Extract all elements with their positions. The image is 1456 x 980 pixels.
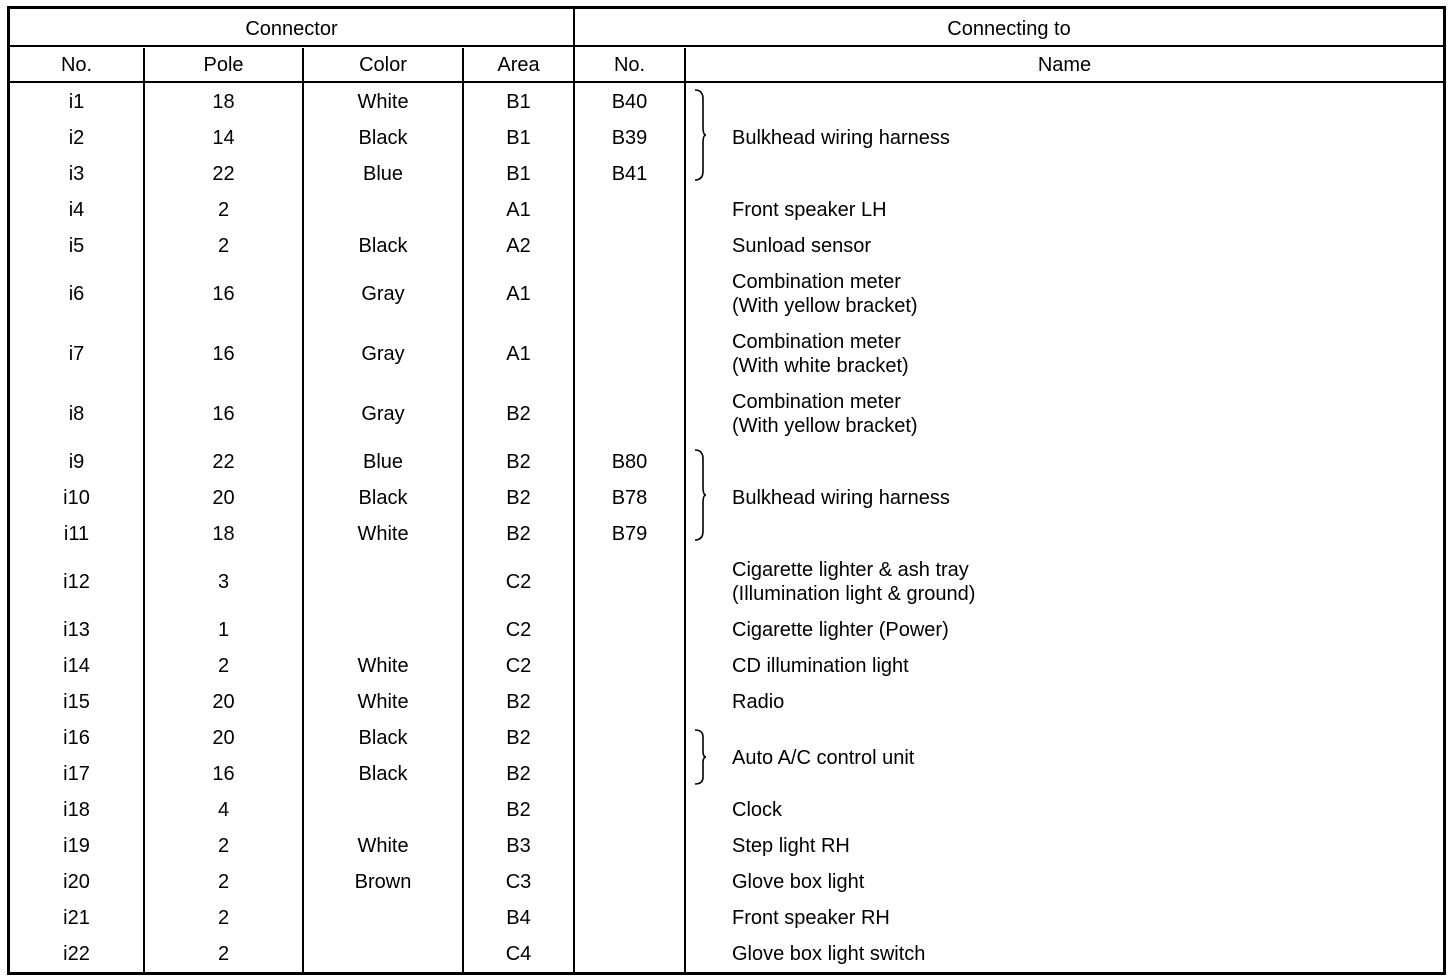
cell-to-no: B39 <box>611 127 648 149</box>
cell-color: Gray <box>361 343 405 365</box>
cell-no: i14 <box>63 655 90 677</box>
cell-name <box>732 384 918 444</box>
cell-no: i12 <box>63 571 90 593</box>
cell-no: i10 <box>63 487 90 509</box>
name-line-1: Combination meter <box>732 331 901 353</box>
cell-pole: 2 <box>217 655 230 677</box>
cell-pole: 14 <box>212 127 235 149</box>
cell-to-no <box>575 552 684 612</box>
cell-to-no <box>575 900 684 936</box>
group-name-auto-ac: Auto A/C control unit <box>732 747 915 769</box>
cell-to-no <box>575 720 684 756</box>
header-connector: Connector <box>245 18 338 40</box>
cell-pole: 20 <box>212 487 235 509</box>
cell-area: B2 <box>506 763 531 785</box>
cell-name: Step light RH <box>732 835 850 857</box>
cell-name: Cigarette lighter (Power) <box>732 619 949 641</box>
cell-area: B1 <box>506 163 531 185</box>
cell-to-no: B78 <box>611 487 648 509</box>
cell-no: i2 <box>68 127 85 149</box>
cell-color <box>304 612 462 648</box>
cell-name: Front speaker RH <box>732 907 890 929</box>
cell-color <box>304 936 462 972</box>
cell-no: i3 <box>68 163 85 185</box>
cell-color <box>304 900 462 936</box>
cell-no: i1 <box>68 91 85 113</box>
cell-area: B1 <box>506 127 531 149</box>
cell-name: Glove box light switch <box>732 943 926 965</box>
cell-color <box>304 552 462 612</box>
cell-pole: 22 <box>212 451 235 473</box>
cell-to-no <box>575 684 684 720</box>
cell-to-no <box>575 828 684 864</box>
cell-area: B2 <box>506 727 531 749</box>
cell-color: Black <box>358 763 408 785</box>
cell-no: i16 <box>63 727 90 749</box>
cell-pole: 3 <box>217 571 230 593</box>
cell-color: White <box>357 835 409 857</box>
cell-no: i15 <box>63 691 90 713</box>
cell-area: B4 <box>506 907 531 929</box>
cell-to-no <box>575 612 684 648</box>
cell-to-no <box>575 792 684 828</box>
cell-area: B2 <box>506 487 531 509</box>
col-header-color: Color <box>359 54 407 76</box>
cell-area: C3 <box>505 871 532 893</box>
cell-to-no: B80 <box>611 451 648 473</box>
cell-color: White <box>357 523 409 545</box>
col-header-to-no: No. <box>613 54 646 76</box>
cell-pole: 18 <box>212 523 235 545</box>
cell-area: C4 <box>505 943 532 965</box>
cell-area: C2 <box>505 571 532 593</box>
name-line-2: (With white bracket) <box>732 355 909 377</box>
cell-to-no <box>575 384 684 444</box>
cell-to-no <box>575 192 684 228</box>
cell-pole: 2 <box>217 871 230 893</box>
cell-no: i22 <box>63 943 90 965</box>
cell-color: White <box>357 655 409 677</box>
cell-area: B1 <box>506 91 531 113</box>
cell-name: Bulkhead wiring harness <box>732 127 950 149</box>
cell-pole: 20 <box>212 691 235 713</box>
cell-color: Black <box>358 487 408 509</box>
cell-area: B2 <box>506 691 531 713</box>
name-line-1: Combination meter <box>732 391 901 413</box>
cell-name: Radio <box>732 691 785 713</box>
cell-no: i5 <box>68 235 85 257</box>
cell-pole: 16 <box>212 343 235 365</box>
cell-to-no <box>575 756 684 792</box>
cell-color: Brown <box>354 871 412 893</box>
cell-no: i7 <box>68 343 85 365</box>
cell-name: Bulkhead wiring harness <box>732 487 950 509</box>
cell-no: i13 <box>63 619 90 641</box>
cell-no: i4 <box>68 199 85 221</box>
cell-pole: 2 <box>217 943 230 965</box>
cell-to-no <box>575 324 684 384</box>
cell-pole: 16 <box>212 283 235 305</box>
cell-pole: 4 <box>217 799 230 821</box>
col-header-area: Area <box>497 54 540 76</box>
cell-to-no: B41 <box>611 163 648 185</box>
cell-no: i6 <box>68 283 85 305</box>
cell-no: i11 <box>63 523 90 545</box>
cell-area: C2 <box>505 655 532 677</box>
cell-area: B2 <box>506 523 531 545</box>
cell-pole: 16 <box>212 403 235 425</box>
cell-pole: 2 <box>217 235 230 257</box>
col-header-pole: Pole <box>203 54 244 76</box>
col-header-no: No. <box>60 54 93 76</box>
cell-color: Black <box>358 235 408 257</box>
group-brace-2 <box>694 449 706 541</box>
cell-color: Gray <box>361 403 405 425</box>
connector-table <box>7 6 1446 975</box>
cell-name: CD illumination light <box>732 655 909 677</box>
cell-area: A1 <box>506 199 531 221</box>
cell-pole: 1 <box>217 619 230 641</box>
cell-color: Black <box>358 727 408 749</box>
header-rule-2 <box>10 81 1443 83</box>
cell-name <box>732 324 909 384</box>
cell-to-no <box>575 648 684 684</box>
cell-area: A1 <box>506 283 531 305</box>
cell-area: B3 <box>506 835 531 857</box>
cell-pole: 18 <box>212 91 235 113</box>
cell-pole: 2 <box>217 835 230 857</box>
cell-area: B2 <box>506 799 531 821</box>
cell-area: B2 <box>506 451 531 473</box>
cell-area: B2 <box>506 403 531 425</box>
cell-color: Blue <box>362 163 404 185</box>
cell-name <box>732 552 975 612</box>
cell-to-no <box>575 864 684 900</box>
cell-name <box>732 264 918 324</box>
cell-color <box>304 792 462 828</box>
cell-area: A2 <box>506 235 531 257</box>
cell-color: Gray <box>361 283 405 305</box>
cell-color <box>304 192 462 228</box>
header-connecting-to: Connecting to <box>947 18 1071 40</box>
name-line-1: Cigarette lighter & ash tray <box>732 559 969 581</box>
cell-name: Clock <box>732 799 783 821</box>
cell-pole: 20 <box>212 727 235 749</box>
cell-name: Glove box light <box>732 871 865 893</box>
cell-no: i20 <box>63 871 90 893</box>
col-divider-5 <box>684 48 686 972</box>
cell-pole: 2 <box>217 199 230 221</box>
name-line-2: (With yellow bracket) <box>732 295 918 317</box>
group-brace-1 <box>694 89 706 181</box>
name-line-1: Combination meter <box>732 271 901 293</box>
cell-area: A1 <box>506 343 531 365</box>
cell-pole: 2 <box>217 907 230 929</box>
cell-area: C2 <box>505 619 532 641</box>
cell-no: i19 <box>63 835 90 857</box>
cell-no: i18 <box>63 799 90 821</box>
cell-color: Blue <box>362 451 404 473</box>
name-line-2: (Illumination light & ground) <box>732 583 976 605</box>
group-brace-3 <box>694 729 706 785</box>
cell-name: Sunload sensor <box>732 235 871 257</box>
cell-to-no <box>575 936 684 972</box>
cell-pole: 22 <box>212 163 235 185</box>
cell-no: i17 <box>63 763 90 785</box>
cell-no: i9 <box>68 451 85 473</box>
cell-name: Front speaker LH <box>732 199 887 221</box>
col-header-name: Name <box>1037 54 1092 76</box>
cell-to-no <box>575 264 684 324</box>
cell-color: Black <box>358 127 408 149</box>
cell-pole: 16 <box>212 763 235 785</box>
cell-color: White <box>357 91 409 113</box>
cell-no: i8 <box>68 403 85 425</box>
cell-color: White <box>357 691 409 713</box>
name-line-2: (With yellow bracket) <box>732 415 918 437</box>
cell-to-no: B79 <box>611 523 648 545</box>
cell-to-no <box>575 228 684 264</box>
cell-no: i21 <box>63 907 90 929</box>
cell-to-no: B40 <box>611 91 648 113</box>
